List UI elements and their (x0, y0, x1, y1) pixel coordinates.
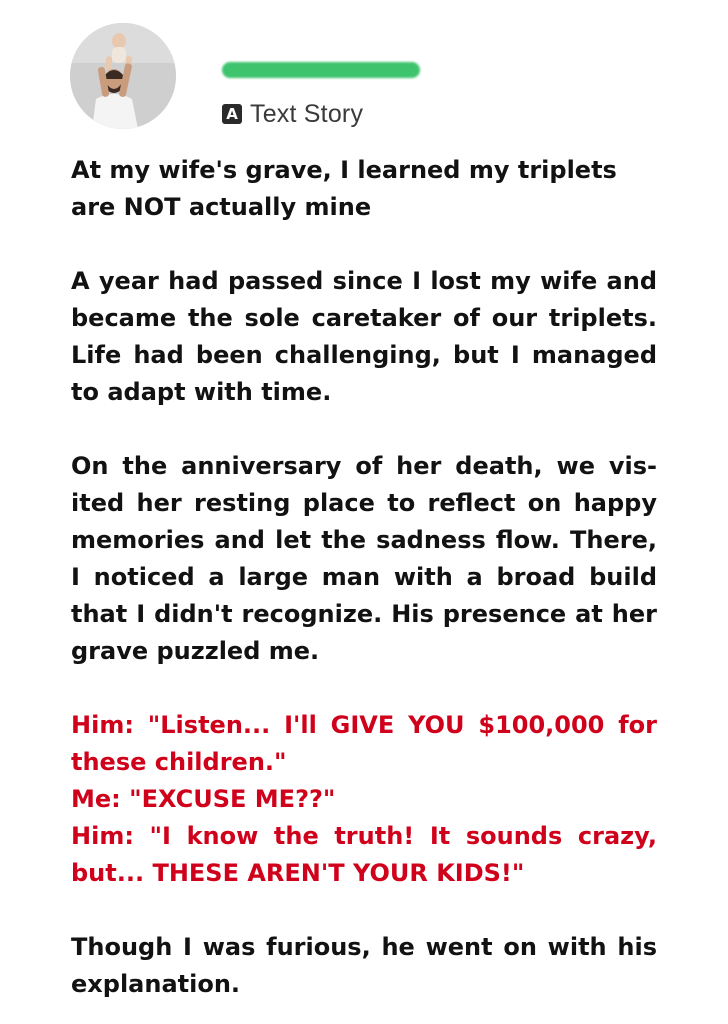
story-header (0, 0, 728, 150)
dialogue-line: Me: "EXCUSE ME??" (71, 785, 336, 813)
story-paragraph-2: On the anniversary of her death, we vis-ited her resting place to reflect on happy memories and let the sadness flow. There, I noticed a large man with a broad build that I didn't recognize. His presence at her grave puzzled me. (71, 452, 657, 665)
story-type-tag (222, 100, 363, 128)
story-type-label: Text Story (250, 99, 364, 128)
story-paragraph-1: A year had passed since I lost my wife and became the sole caretaker of our triplets. Life had been challenging, but I managed to adapt with time. (71, 267, 657, 406)
avatar-photo (70, 23, 176, 129)
story-closing: Though I was furious, he went on with his explanation. (71, 933, 657, 998)
story-body (71, 152, 657, 1003)
avatar[interactable] (70, 23, 176, 129)
author-name-redacted[interactable] (222, 62, 420, 78)
dialogue-line: Him: "Listen... I'll GIVE YOU $100,000 for these children." (71, 711, 657, 776)
story-title: At my wife's grave, I learned my triplets are NOT actually mine (71, 156, 617, 221)
dialogue-line: Him: "I know the truth! It sounds crazy, but... THESE AREN'T YOUR KIDS!" (71, 822, 657, 887)
text-a-icon: A (222, 104, 242, 124)
dialogue-block (71, 707, 657, 892)
